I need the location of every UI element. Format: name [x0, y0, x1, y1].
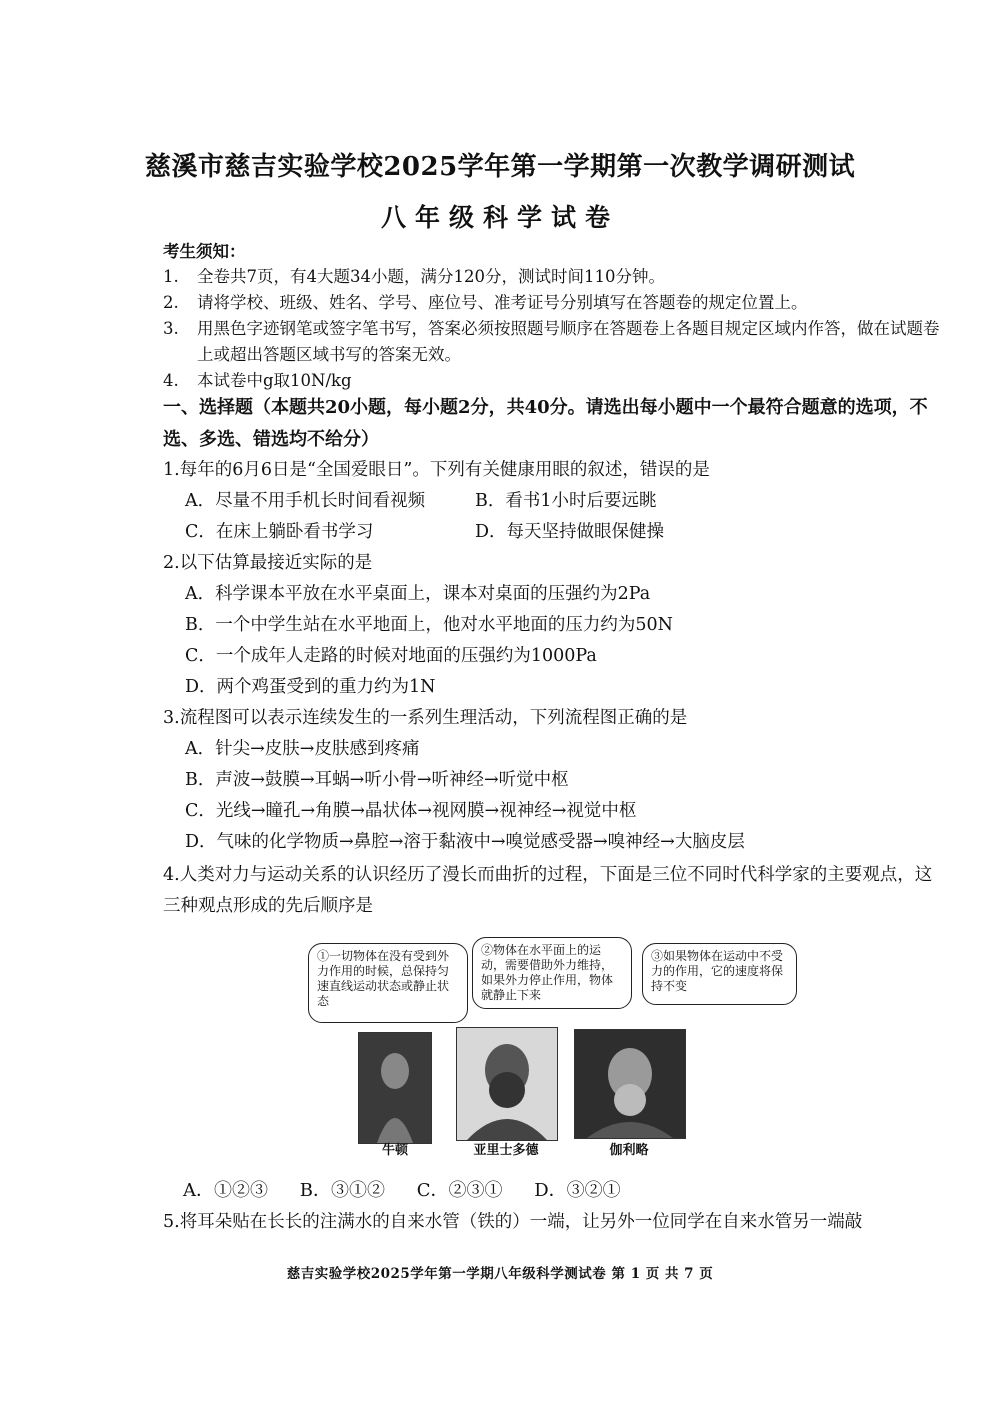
caption-newton: 牛顿	[381, 1143, 408, 1158]
question-2	[163, 548, 933, 703]
scientists-figure	[300, 935, 784, 1165]
speech-bubble-1: ①一切物体在没有受到外力作用的时候，总保持匀速直线运动状态或静止状态	[308, 943, 468, 1023]
caption-galileo: 伽利略	[609, 1143, 649, 1158]
option-row	[163, 486, 933, 517]
option-c: C．光线→瞳孔→角膜→晶状体→视网膜→视神经→视觉中枢	[185, 801, 637, 821]
question-stem: 1.每年的6月6日是“全国爱眼日”。下列有关健康用眼的叙述，错误的是	[163, 460, 710, 480]
page-footer: 慈吉实验学校2025学年第一学期八年级科学测试卷 第 1 页 共 7 页	[286, 1266, 714, 1282]
notice-item-text: 用黑色字迹钢笔或签字笔书写，答案必须按照题号顺序在答题卷上各题目规定区域内作答，做在试题卷上或超出答题区域书写的答案无效。	[197, 319, 940, 364]
question-5	[163, 1207, 933, 1238]
speech-bubble-2: ②物体在水平面上的运动，需要借助外力维持，如果外力停止作用，物体就静止下来	[472, 937, 632, 1009]
question-3	[163, 703, 933, 858]
option-b: B．看书1小时后要远眺	[475, 491, 657, 511]
option-d: D．两个鸡蛋受到的重力约为1N	[185, 677, 436, 697]
question-4	[163, 860, 933, 922]
option-a: A．科学课本平放在水平桌面上，课本对桌面的压强约为2Pa	[185, 584, 651, 604]
galileo-portrait	[574, 1029, 686, 1139]
option-d: D．③②①	[534, 1180, 621, 1201]
notice-item-number: 1.	[163, 267, 179, 286]
option-b: B．声波→鼓膜→耳蜗→听小骨→听神经→听觉中枢	[185, 770, 569, 790]
option-a: A．尽量不用手机长时间看视频	[185, 491, 426, 511]
question-stem: 3.流程图可以表示连续发生的一系列生理活动，下列流程图正确的是	[163, 708, 688, 728]
notice-item-number: 2.	[163, 293, 179, 312]
notice-item	[163, 290, 943, 316]
page-subtitle: 八年级科学试卷	[380, 203, 619, 232]
option-c: C．在床上躺卧看书学习	[185, 522, 374, 542]
notice-heading: 考生须知：	[163, 242, 246, 261]
option-b: B．一个中学生站在水平地面上，他对水平地面的压力约为50N	[185, 615, 673, 635]
notice-item	[163, 264, 943, 290]
option-d: D．气味的化学物质→鼻腔→溶于黏液中→嗅觉感受器→嗅神经→大脑皮层	[185, 832, 745, 852]
question-4-options	[183, 1176, 643, 1202]
option-c: C．②③①	[416, 1180, 503, 1201]
notice-item-text: 全卷共7页，有4大题34小题，满分120分，测试时间110分钟。	[197, 267, 665, 286]
question-1	[163, 455, 933, 548]
aristotle-portrait	[456, 1027, 558, 1141]
option-row	[163, 517, 933, 548]
caption-aristotle: 亚里士多德	[473, 1143, 539, 1158]
notice-item-number: 3.	[163, 319, 179, 338]
notice-item-number: 4.	[163, 371, 179, 390]
option-a: A．①②③	[183, 1180, 268, 1201]
question-stem: 4.人类对力与运动关系的认识经历了漫长而曲折的过程，下面是三位不同时代科学家的主要观点，这三种观点形成的先后顺序是	[163, 865, 933, 916]
option-c: C．一个成年人走路的时候对地面的压强约为1000Pa	[185, 646, 597, 666]
newton-portrait	[358, 1032, 432, 1144]
notice-item-text: 请将学校、班级、姓名、学号、座位号、准考证号分别填写在答题卷的规定位置上。	[197, 293, 808, 312]
notice-item-text: 本试卷中g取10N/kg	[197, 371, 352, 390]
option-b: B．③①②	[299, 1180, 385, 1201]
section-heading-choice: 一、选择题（本题共20小题，每小题2分，共40分。请选出每小题中一个最符合题意的选项，不选、多选、错选均不给分）	[163, 397, 928, 450]
notice-item	[163, 368, 943, 394]
option-d: D．每天坚持做眼保健操	[475, 522, 665, 542]
option-a: A．针尖→皮肤→皮肤感到疼痛	[185, 739, 420, 759]
question-stem: 5.将耳朵贴在长长的注满水的自来水管（铁的）一端，让另外一位同学在自来水管另一端敲	[163, 1212, 863, 1232]
notice-item	[163, 316, 943, 368]
speech-bubble-3: ③如果物体在运动中不受力的作用，它的速度将保持不变	[642, 943, 797, 1005]
question-stem: 2.以下估算最接近实际的是	[163, 553, 373, 573]
exam-notice	[163, 238, 943, 394]
page-title: 慈溪市慈吉实验学校2025学年第一学期第一次教学调研测试	[144, 152, 856, 182]
